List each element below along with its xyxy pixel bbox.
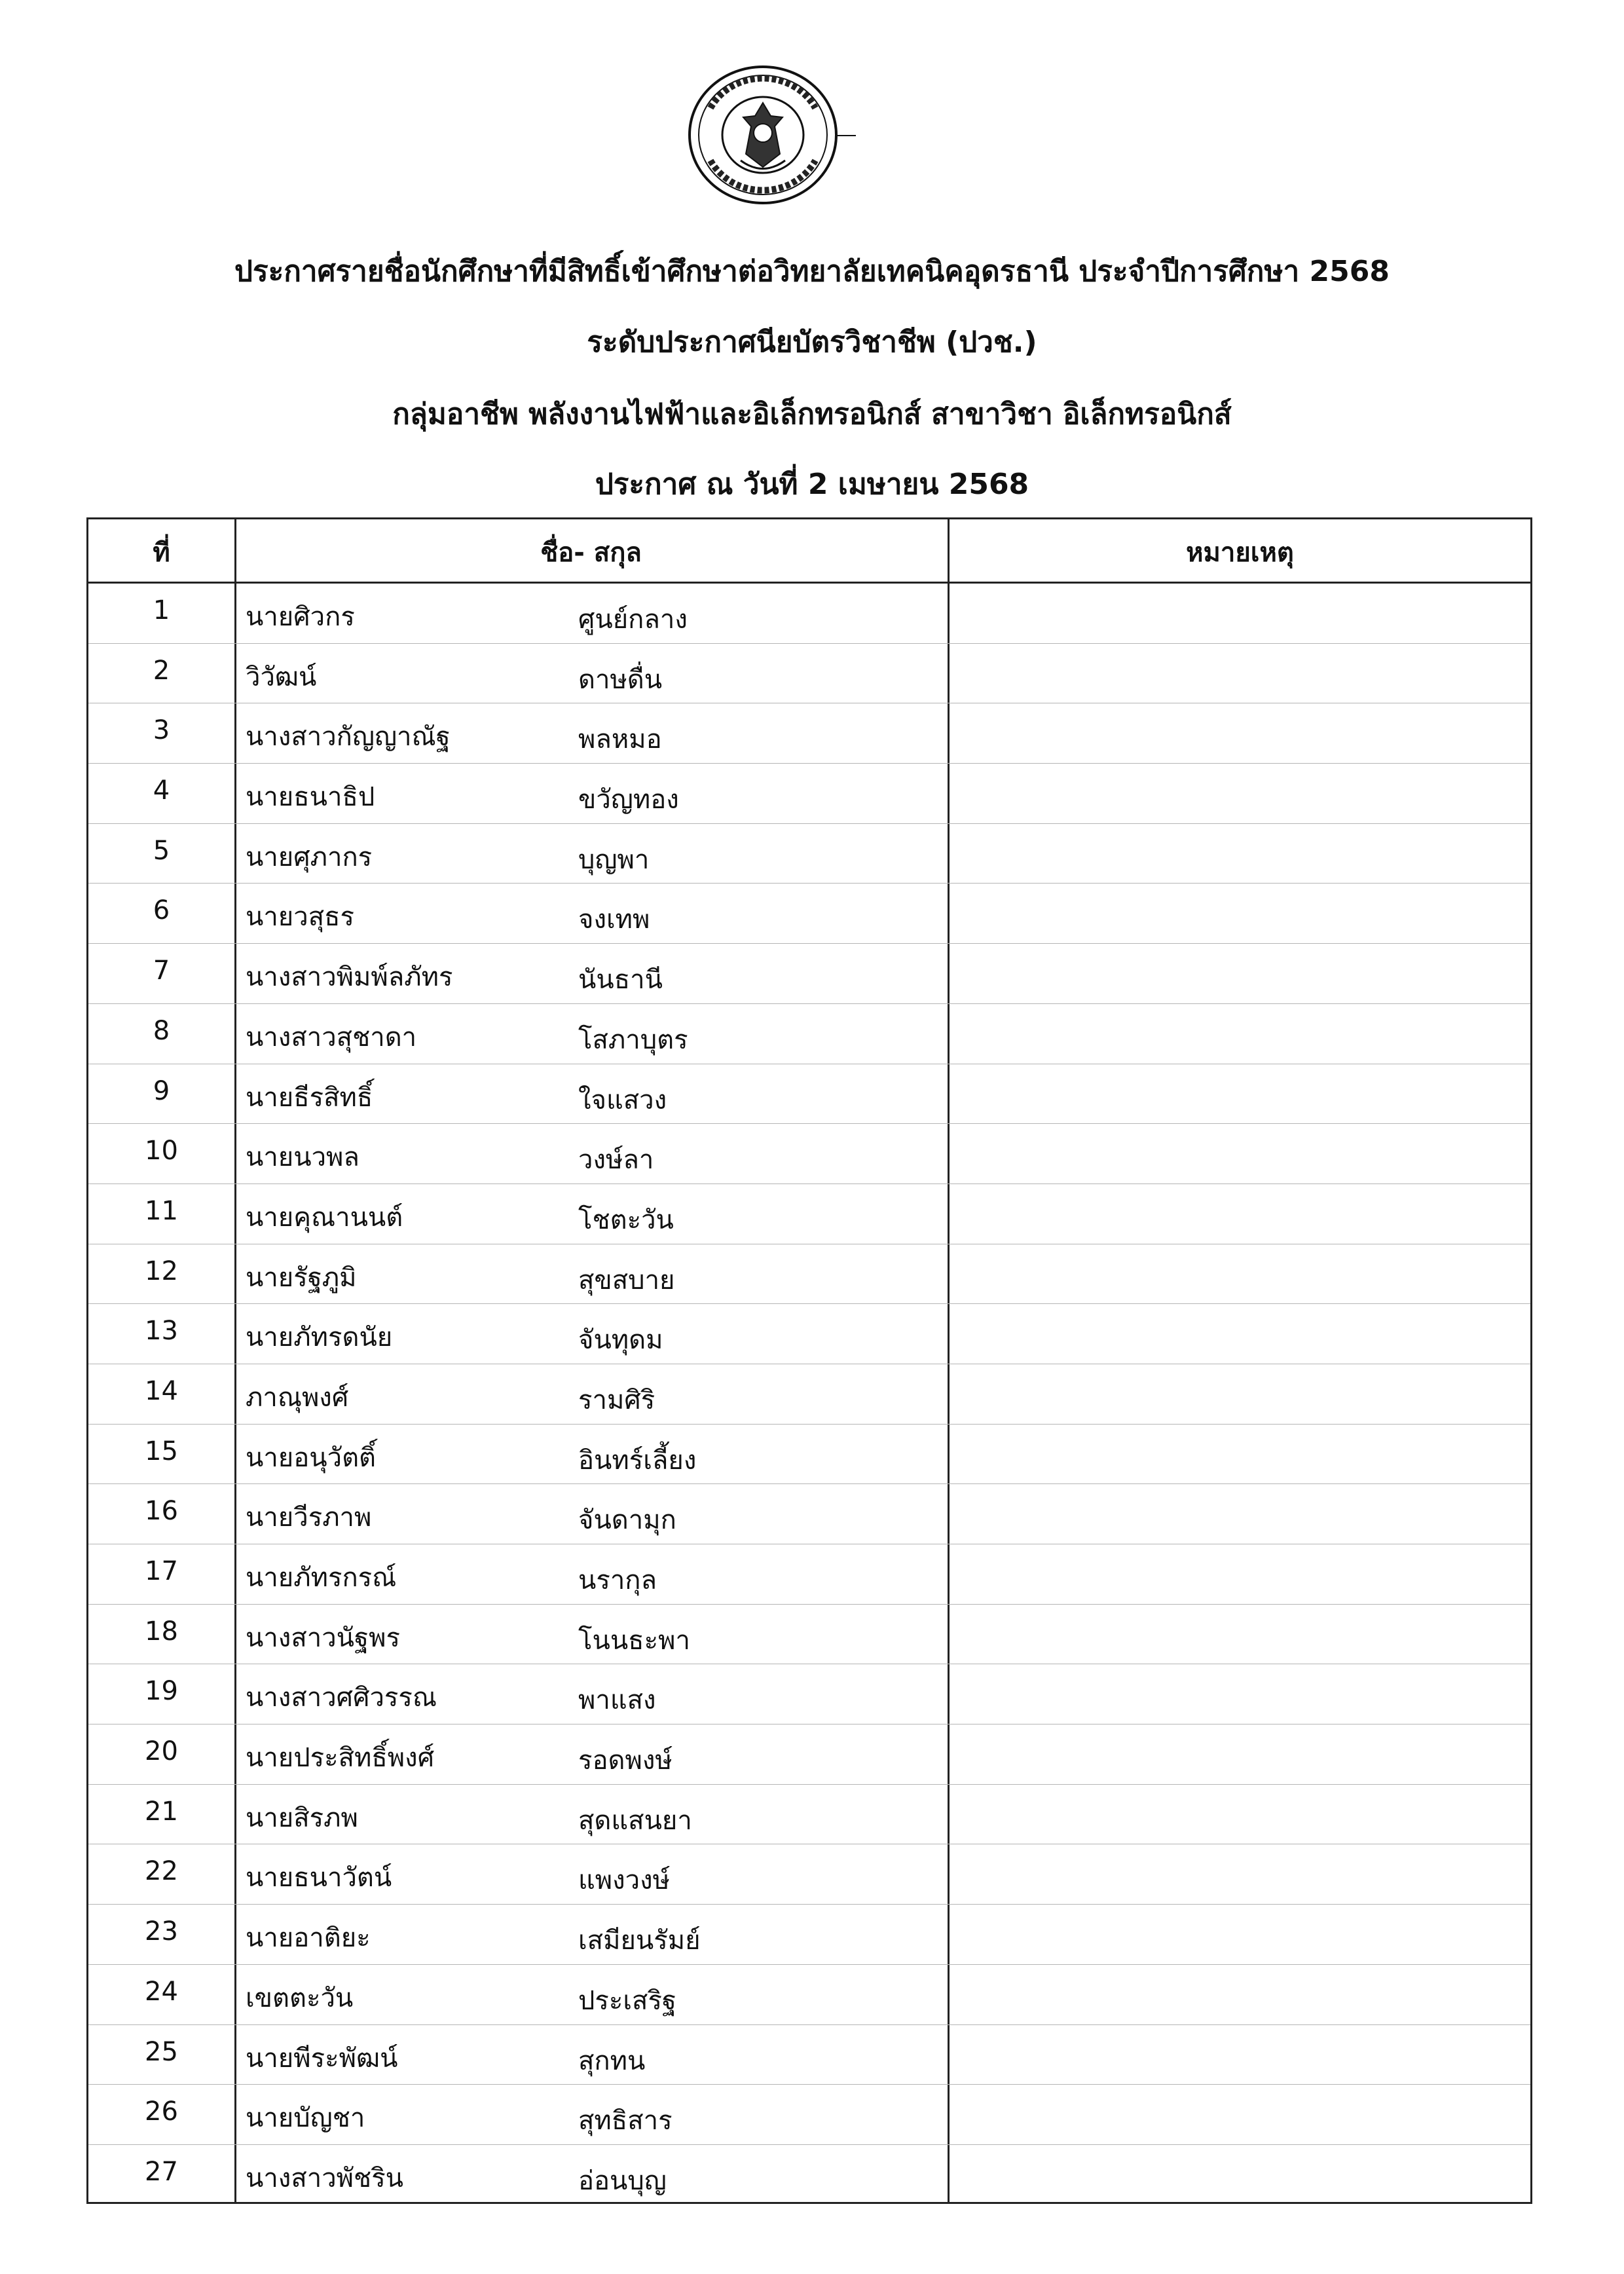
table-row	[88, 1724, 1530, 1785]
first-name: นายธนาธิป	[246, 782, 375, 813]
last-name: เสมียนรัมย์	[578, 1926, 701, 1956]
first-name: นายอาติยะ	[246, 1923, 371, 1954]
first-name: วิวัฒน์	[246, 662, 317, 692]
table-row	[88, 2025, 1530, 2085]
row-number: 23	[145, 1916, 178, 1947]
last-name: วงษ์ลา	[578, 1145, 654, 1176]
row-number: 3	[153, 715, 170, 746]
row-number: 22	[145, 1856, 178, 1887]
table-row	[88, 644, 1530, 704]
table-row	[88, 2085, 1530, 2145]
row-number: 10	[145, 1136, 178, 1166]
first-name: นายนวพล	[246, 1142, 360, 1173]
last-name: บุญพา	[578, 844, 650, 875]
table-header	[88, 519, 1530, 584]
first-name: นางสาวศศิวรรณ	[246, 1683, 437, 1713]
first-name: นายรัฐภูมิ	[246, 1262, 357, 1293]
first-name: นางสาวนัฐพร	[246, 1622, 400, 1653]
table-row	[88, 1425, 1530, 1485]
last-name: ศูนย์กลาง	[578, 605, 688, 635]
last-name: ใจแสวง	[578, 1085, 667, 1115]
table-row	[88, 1064, 1530, 1125]
last-name: ประเสริฐ	[578, 1985, 676, 2016]
last-name: โสภาบุตร	[578, 1024, 688, 1055]
table-row	[88, 1844, 1530, 1905]
header-note: หมายเหตุ	[1186, 538, 1294, 568]
table-row	[88, 1965, 1530, 2025]
row-number: 21	[145, 1796, 178, 1827]
row-number: 14	[145, 1375, 178, 1406]
first-name: นายบัญชา	[246, 2103, 365, 2134]
row-number: 4	[153, 775, 170, 806]
certificate-level: ระดับประกาศนียบัตรวิชาชีพ (ปวช.)	[587, 326, 1037, 359]
last-name: สุขสบาย	[578, 1265, 675, 1295]
last-name: โชตะวัน	[578, 1204, 674, 1235]
table-row	[88, 944, 1530, 1004]
first-name: นายอนุวัตติ์	[246, 1442, 377, 1473]
row-number: 17	[145, 1556, 178, 1586]
table-row	[88, 1664, 1530, 1724]
first-name: นายธีรสิทธิ์	[246, 1082, 373, 1113]
row-number: 12	[145, 1256, 178, 1286]
last-name: สุทธิสาร	[578, 2106, 673, 2136]
row-number: 15	[145, 1436, 178, 1466]
first-name: นายประสิทธิ์พงศ์	[246, 1743, 435, 1774]
table-row	[88, 764, 1530, 824]
row-number: 25	[145, 2036, 178, 2067]
table-row	[88, 824, 1530, 884]
table-row	[88, 1785, 1530, 1845]
first-name: นายภัทรดนัย	[246, 1322, 393, 1353]
last-name: รามศิริ	[578, 1385, 655, 1415]
last-name: จงเทพ	[578, 904, 650, 935]
first-name: ภาณุพงศ์	[246, 1382, 349, 1413]
last-name: จันทุดม	[578, 1325, 663, 1356]
row-number: 11	[145, 1195, 178, 1226]
last-name: แพงวงษ์	[578, 1865, 671, 1896]
first-name: นางสาวสุชาดา	[246, 1022, 417, 1053]
table-row	[88, 1004, 1530, 1064]
table-row	[88, 1364, 1530, 1425]
college-emblem-logo	[684, 62, 858, 208]
program-group: กลุ่มอาชีพ พลังงานไฟฟ้าและอิเล็กทรอนิกส์ สาขาวิชา อิเล็กทรอนิกส์	[392, 398, 1232, 431]
table-body	[88, 584, 1530, 2205]
row-number: 26	[145, 2097, 178, 2127]
first-name: เขตตะวัน	[246, 1983, 354, 2013]
row-number: 7	[153, 956, 170, 986]
row-number: 24	[145, 1976, 178, 2007]
table-row	[88, 1124, 1530, 1184]
table-row	[88, 1244, 1530, 1305]
first-name: นายศิวกร	[246, 602, 355, 632]
first-name: นางสาวพัชริน	[246, 2163, 404, 2193]
row-number: 8	[153, 1015, 170, 1046]
row-number: 20	[145, 1736, 178, 1767]
announcement-date: ประกาศ ณ วันที่ 2 เมษายน 2568	[595, 468, 1029, 501]
announcement-title: ประกาศรายชื่อนักศึกษาที่มีสิทธิ์เข้าศึกษาต่อวิทยาลัยเทคนิคอุดรธานี ประจำปีการศึกษา 2568	[234, 255, 1390, 288]
first-name: นายศุภากร	[246, 842, 373, 872]
last-name: พาแสง	[578, 1685, 656, 1716]
header-no: ที่	[153, 538, 170, 568]
first-name: นายวสุธร	[246, 902, 355, 933]
table-row	[88, 703, 1530, 764]
last-name: สุดแสนยา	[578, 1805, 692, 1836]
last-name: อินทร์เลี้ยง	[578, 1445, 697, 1476]
row-number: 5	[153, 835, 170, 866]
table-row	[88, 1184, 1530, 1244]
seal-icon	[684, 62, 858, 208]
first-name: นายพีระพัฒน์	[246, 2043, 398, 2074]
table-row	[88, 1905, 1530, 1965]
last-name: รอดพงษ์	[578, 1745, 673, 1776]
row-number: 27	[145, 2156, 178, 2187]
first-name: นายธนาวัตน์	[246, 1863, 392, 1893]
last-name: พลหมอ	[578, 724, 662, 755]
table-row	[88, 1484, 1530, 1544]
last-name: อ่อนบุญ	[578, 2165, 667, 2196]
student-list-table	[86, 517, 1532, 2204]
row-number: 16	[145, 1496, 178, 1527]
row-number: 13	[145, 1316, 178, 1347]
first-name: นางสาวกัญญาณัฐ	[246, 722, 451, 753]
table-row	[88, 2145, 1530, 2205]
row-number: 18	[145, 1616, 178, 1647]
last-name: นันธานี	[578, 965, 663, 996]
first-name: นายวีรภาพ	[246, 1502, 372, 1533]
first-name: นายสิรภพ	[246, 1802, 358, 1833]
last-name: นรากุล	[578, 1565, 657, 1595]
last-name: จันดามุก	[578, 1505, 676, 1536]
first-name: นายคุณานนต์	[246, 1202, 403, 1233]
table-row	[88, 1605, 1530, 1665]
row-number: 1	[153, 595, 170, 625]
table-row	[88, 1304, 1530, 1364]
table-row	[88, 584, 1530, 644]
last-name: โนนธะพา	[578, 1625, 690, 1656]
first-name: นางสาวพิมพ์ลภัทร	[246, 962, 453, 993]
table-row	[88, 1544, 1530, 1605]
last-name: ดาษดื่น	[578, 664, 663, 695]
table-row	[88, 884, 1530, 944]
first-name: นายภัทรกรณ์	[246, 1563, 397, 1593]
header-name: ชื่อ- สกุล	[540, 538, 642, 568]
row-number: 9	[153, 1075, 170, 1106]
row-number: 2	[153, 655, 170, 686]
last-name: ขวัญทอง	[578, 785, 679, 815]
last-name: สุกทน	[578, 2045, 646, 2076]
row-number: 6	[153, 895, 170, 926]
row-number: 19	[145, 1676, 178, 1707]
